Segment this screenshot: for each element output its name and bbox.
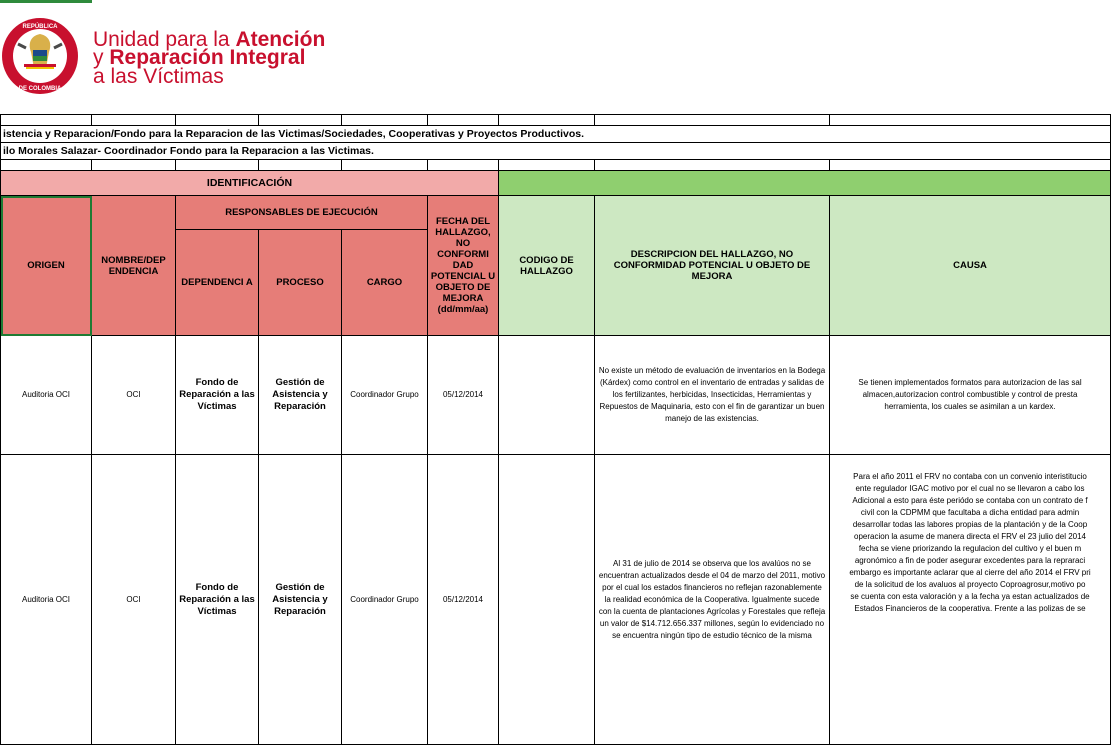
cell-cargo[interactable]: Coordinador Grupo bbox=[342, 455, 428, 745]
causa-line: agronómico a fin de poder asegurar excedentes para la repraraci bbox=[854, 556, 1086, 565]
causa-line: almacen,autorizacion control combustible y control de presta bbox=[862, 390, 1078, 399]
header-cargo[interactable]: CARGO bbox=[342, 230, 428, 336]
header-responsables[interactable]: RESPONSABLES DE EJECUCIÓN bbox=[176, 196, 428, 230]
cell-codigo[interactable] bbox=[499, 455, 595, 745]
causa-line: Estados Financieros de la cooperativa. Frente a las polizas de se bbox=[854, 604, 1086, 613]
causa-line: ente regulador IGAC motivo por el cual no se llevaron a cabo los bbox=[855, 484, 1085, 493]
header-nombre[interactable]: NOMBRE/DEP ENDENCIA bbox=[92, 196, 176, 336]
info-row-process bbox=[1, 126, 1111, 143]
header-codigo[interactable]: CODIGO DE HALLAZGO bbox=[499, 196, 595, 336]
svg-text:DE COLOMBIA: DE COLOMBIA bbox=[18, 86, 62, 92]
header-causa[interactable]: CAUSA bbox=[830, 196, 1111, 336]
active-cell-indicator bbox=[0, 0, 92, 3]
unidad-victimas-logo bbox=[0, 10, 380, 102]
cell-causa[interactable] bbox=[830, 336, 1111, 455]
section-green[interactable] bbox=[499, 171, 1111, 196]
header-proceso[interactable]: PROCESO bbox=[259, 230, 342, 336]
cell-cargo[interactable]: Coordinador Grupo bbox=[342, 336, 428, 455]
cell-dependencia[interactable]: Fondo de Reparación a las Víctimas bbox=[176, 455, 259, 745]
cell-dependencia[interactable]: Fondo de Reparación a las Víctimas bbox=[176, 336, 259, 455]
causa-line: Adicional a esto para éste periódo se contaba con un contrato de f bbox=[852, 496, 1088, 505]
cell-fecha[interactable]: 05/12/2014 bbox=[428, 336, 499, 455]
causa-line: fecha se viene priorizando la regulacion del cultivo y el buen m bbox=[858, 544, 1082, 553]
section-header-row bbox=[1, 171, 1111, 196]
cell-origen[interactable]: Auditoria OCI bbox=[1, 455, 92, 745]
info-row-responsible bbox=[1, 143, 1111, 160]
svg-text:a las Víctimas: a las Víctimas bbox=[93, 65, 224, 88]
causa-line: embargo es importante aclarar que al cierre del año 2014 el FRV pri bbox=[849, 568, 1091, 577]
header-fecha[interactable]: FECHA DEL HALLAZGO, NO CONFORMI DAD POTENCIAL U OBJETO DE MEJORA (dd/mm/aa) bbox=[428, 196, 499, 336]
causa-line: se cuenta con esta valoración y a la fecha ya estan actualizados de bbox=[850, 592, 1090, 601]
process-cell[interactable]: istencia y Reparacion/Fondo para la Reparacion de las Victimas/Sociedades, Cooperativas y Proyectos Productivos. bbox=[1, 126, 1111, 143]
cell-proceso[interactable]: Gestión de Asistencia y Reparación bbox=[259, 336, 342, 455]
svg-text:y Reparación Integral: y Reparación Integral bbox=[93, 46, 306, 69]
cell-nombre[interactable]: OCI bbox=[92, 455, 176, 745]
causa-line: operacion la asume de manera directa el FRV el 23 julio del 2014 bbox=[854, 532, 1086, 541]
header-origen[interactable]: ORIGEN bbox=[1, 196, 92, 336]
cell-nombre[interactable]: OCI bbox=[92, 336, 176, 455]
header-dependencia[interactable]: DEPENDENCI A bbox=[176, 230, 259, 336]
cell-fecha[interactable]: 05/12/2014 bbox=[428, 455, 499, 745]
spreadsheet-grid[interactable] bbox=[0, 114, 1110, 640]
causa-line: Se tienen implementados formatos para autorizacion de las sal bbox=[858, 378, 1082, 387]
causa-line: Para el año 2011 el FRV no contaba con un convenio interistitucio bbox=[853, 472, 1087, 481]
causa-line: civil con la CDPMM que facultaba a dicha entidad para admin bbox=[860, 508, 1080, 517]
table-row bbox=[1, 336, 1111, 455]
table-row bbox=[1, 455, 1111, 745]
causa-line: de la solicitud de los avaluos al proyecto Coproagrosur,motivo po bbox=[854, 580, 1086, 589]
blank-row bbox=[1, 115, 1111, 126]
cell-descripcion[interactable]: Al 31 de julio de 2014 se observa que los avalúos no se encuentran actualizados desde el 04 de marzo del 2011, motivo por el cual los estados financieros no reflejan razonablemente la realidad económica de la Cooperativa. Igualmente sucede con la cuenta de plantaciones Agrícolas y Forestales que refleja un valor de $14.712.656.337 millones, según lo evidenciado no se encuentra ningún tipo de estudio técnico de la misma bbox=[595, 455, 830, 745]
section-identificacion[interactable]: IDENTIFICACIÓN bbox=[1, 171, 499, 196]
blank-row bbox=[1, 160, 1111, 171]
cell-origen[interactable]: Auditoria OCI bbox=[1, 336, 92, 455]
svg-text:REPÚBLICA: REPÚBLICA bbox=[22, 24, 58, 30]
causa-line: herramienta, los cuales se asimilan a un kardex. bbox=[884, 402, 1056, 411]
cell-descripcion[interactable]: No existe un método de evaluación de inventarios en la Bodega (Kárdex) como control en el inventario de entradas y salidas de los fertilizantes, herbicidas, Insecticidas, Herramientas y Repuestos de Maquinaria, esto con el fin de garantizar un buen manejo de las existencias. bbox=[595, 336, 830, 455]
responsible-cell[interactable]: ilo Morales Salazar- Coordinador Fondo para la Reparacion a las Victimas. bbox=[1, 143, 1111, 160]
column-header-row-1 bbox=[1, 196, 1111, 230]
cell-proceso[interactable]: Gestión de Asistencia y Reparación bbox=[259, 455, 342, 745]
cell-codigo[interactable] bbox=[499, 336, 595, 455]
causa-line: desarrollar todas las labores propias de la plantación y de la Coop bbox=[852, 520, 1088, 529]
header-descripcion[interactable]: DESCRIPCION DEL HALLAZGO, NO CONFORMIDAD POTENCIAL U OBJETO DE MEJORA bbox=[595, 196, 830, 336]
svg-text:Unidad para la Atención: Unidad para la Atención bbox=[93, 28, 326, 51]
cell-causa[interactable] bbox=[830, 455, 1111, 745]
